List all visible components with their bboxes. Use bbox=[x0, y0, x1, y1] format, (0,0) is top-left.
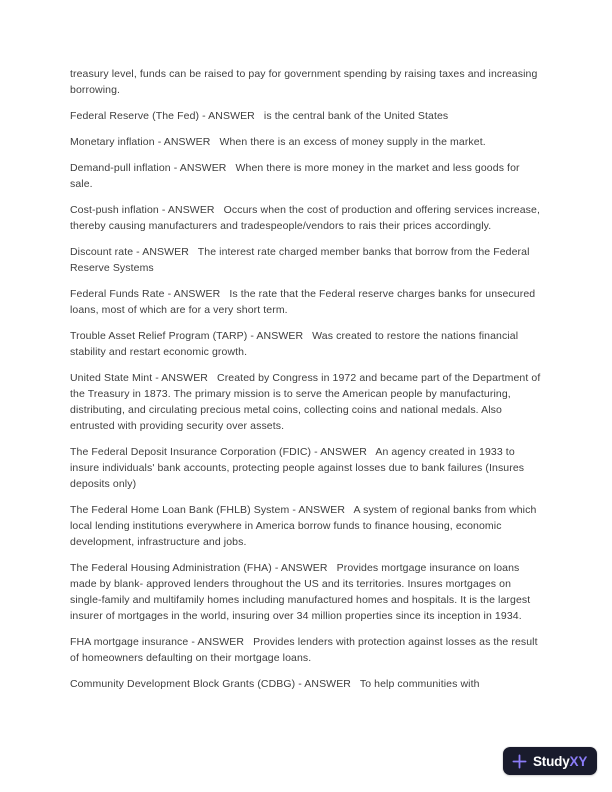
paragraph-cdbg: Community Development Block Grants (CDBG) - ANSWER To help communities with bbox=[70, 678, 480, 690]
paragraph-cost-push-inflation: Cost-push inflation - ANSWER Occurs when the cost of production and offering services increase, thereby causing manufacturers and tradespeople/vendors to rais their prices accordingly. bbox=[70, 204, 544, 232]
paragraph-fhlb-system: The Federal Home Loan Bank (FHLB) System - ANSWER A system of regional banks from which local lending institutions everywhere in America borrow funds to finance housing, economic development, infrastructure and jobs. bbox=[70, 504, 540, 548]
logo-text-study: Study bbox=[533, 753, 570, 769]
paragraph-demand-pull-inflation: Demand-pull inflation - ANSWER When there is more money in the market and less goods for sale. bbox=[70, 162, 523, 190]
logo-wordmark bbox=[533, 754, 587, 769]
paragraph-fdic: The Federal Deposit Insurance Corporation (FDIC) - ANSWER An agency created in 1933 to insure individuals' bank accounts, protecting people against losses due to bank failures (Insures deposits only) bbox=[70, 446, 528, 490]
document-text-block bbox=[70, 66, 544, 702]
studyxy-logo-badge bbox=[503, 747, 597, 775]
paragraph-discount-rate: Discount rate - ANSWER The interest rate charged member banks that borrow from the Federal Reserve Systems bbox=[70, 246, 533, 274]
paragraph-tarp: Trouble Asset Relief Program (TARP) - ANSWER Was created to restore the nations financial stability and restart economic growth. bbox=[70, 330, 522, 358]
paragraph-united-state-mint: United State Mint - ANSWER Created by Congress in 1972 and became part of the Department of the Treasury in 1873. The primary mission is to serve the American people by manufacturing, distributing, and circulating precious metal coins, collecting coins and national medals. Also entrusted with providing security over assets. bbox=[70, 372, 544, 432]
paragraph-monetary-inflation: Monetary inflation - ANSWER When there is an excess of money supply in the market. bbox=[70, 136, 486, 148]
paragraph-federal-funds-rate: Federal Funds Rate - ANSWER Is the rate that the Federal reserve charges banks for unsecured loans, most of which are for a very short term. bbox=[70, 288, 539, 316]
logo-text-xy: XY bbox=[569, 753, 588, 769]
paragraph-continuation: treasury level, funds can be raised to pay for government spending by raising taxes and increasing borrowing. bbox=[70, 68, 541, 96]
paragraph-federal-reserve: Federal Reserve (The Fed) - ANSWER is the central bank of the United States bbox=[70, 110, 449, 122]
paragraph-fha-mortgage-insurance: FHA mortgage insurance - ANSWER Provides lenders with protection against losses as the result of homeowners defaulting on their mortgage loans. bbox=[70, 636, 541, 664]
paragraph-fha: The Federal Housing Administration (FHA) - ANSWER Provides mortgage insurance on loans made by blank- approved lenders throughout the US and its territories. Insures mortgages on single-family and multifamily homes including manufactured homes and hospitals. It is the largest insurer of mortgages in the world, insuring over 34 million properties since its inception in 1934. bbox=[70, 562, 534, 622]
plus-icon bbox=[512, 754, 527, 769]
